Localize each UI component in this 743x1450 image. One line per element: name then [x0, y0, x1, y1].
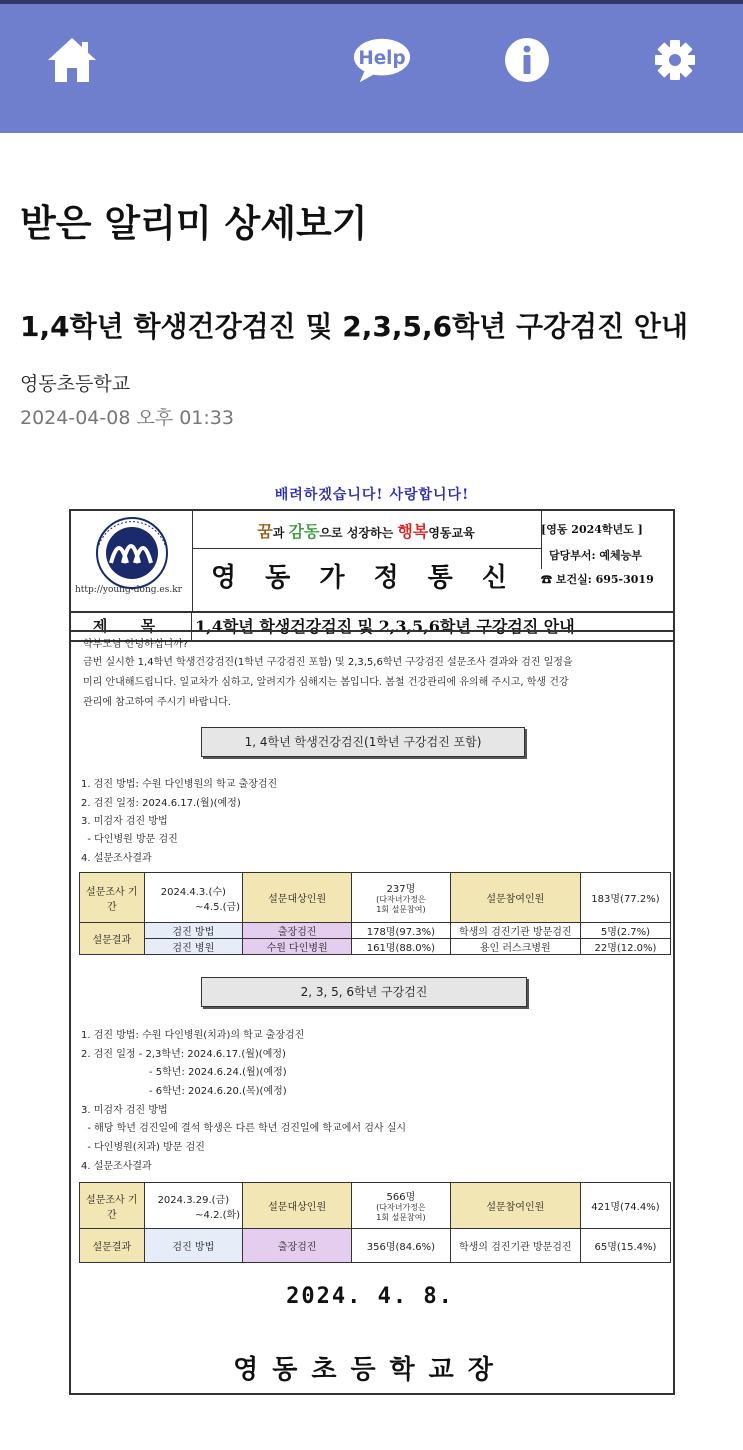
section2-line: 3. 미검자 검진 방법 — [81, 1105, 168, 1116]
table-cell: 학생의 검진기관 방문검진 — [450, 923, 580, 939]
table-cell: 검진 병원 — [144, 939, 243, 955]
table-cell: 22명(12.0%) — [580, 939, 670, 955]
participants-label: 설문참여인원 — [450, 1183, 580, 1229]
target-note: 1회 설문참여) — [376, 905, 426, 914]
table-cell: 178명(97.3%) — [352, 923, 451, 939]
survey-period-label: 설문조사 기간 — [86, 886, 138, 913]
section1-survey-table — [79, 872, 671, 955]
motto-part: 꿈 — [257, 522, 273, 541]
table-cell: 65명(15.4%) — [580, 1229, 670, 1263]
section2-line: - 다인병원(치과) 방문 검진 — [81, 1142, 205, 1153]
participants-value: 183명(77.2%) — [580, 873, 670, 923]
intro-line: 관리에 참고하여 주시기 바랍니다. — [83, 697, 231, 708]
newsletter-name: 영 동 가 정 통 신 — [211, 563, 517, 593]
survey-period-start: 2024.4.3.(수) — [160, 886, 226, 898]
target-label: 설문대상인원 — [243, 1183, 352, 1229]
page-title: 받은 알리미 상세보기 — [20, 202, 368, 245]
intro-line: 미리 안내해드립니다. 일교차가 심하고, 알려지가 심해지는 봄입니다. 봄철 건강관리에 유의해 주시고, 학생 건강 — [83, 677, 569, 688]
section2-line: - 5학년: 2024.6.24.(월)(예정) — [149, 1067, 287, 1078]
home-button[interactable] — [42, 30, 102, 90]
help-icon — [352, 35, 412, 85]
motto-part: 으로 성장하는 — [319, 526, 398, 540]
table-cell: 검진 방법 — [144, 923, 243, 939]
status-strip — [0, 0, 743, 4]
phone: ☎ 보건실: 695-3019 — [541, 573, 654, 586]
section2-line: 1. 검진 방법: 수원 다인병원(치과)의 학교 출장검진 — [81, 1030, 305, 1041]
result-label: 설문결과 — [80, 1229, 145, 1263]
motto-part: 영동교육 — [428, 526, 475, 540]
table-cell: 출장검진 — [243, 1229, 352, 1263]
table-cell: 수원 다인병원 — [243, 939, 352, 955]
notice-sender: 영동초등학교 — [20, 373, 131, 395]
letter-body — [69, 630, 675, 1395]
subject-text: 1,4학년 학생건강검진 및 2,3,5,6학년 구강검진 안내 — [195, 617, 575, 636]
table-cell: 학생의 검진기관 방문검진 — [450, 1229, 580, 1263]
target-count: 237명 — [386, 884, 416, 895]
table-cell: 5명(2.7%) — [580, 923, 670, 939]
year-label: [영동 2024학년도 ] — [541, 523, 643, 536]
section1-line: 3. 미검자 검진 방법 — [81, 816, 168, 827]
survey-period-start: 2024.3.29.(금) — [157, 1194, 230, 1206]
table-cell: 161명(88.0%) — [352, 939, 451, 955]
target-note: (다자녀가정은 — [376, 895, 426, 904]
newsletter-document[interactable] — [67, 484, 677, 1399]
section1-line: 1. 검진 방법: 수원 다인병원의 학교 출장검진 — [81, 779, 278, 790]
greeting: 학부모님 안녕하십니까? — [83, 639, 189, 650]
school-logo — [89, 515, 175, 593]
slogan: 배려하겠습니다! 사랑합니다! — [274, 487, 470, 503]
section1-line: 4. 설문조사결과 — [81, 853, 152, 864]
section2-survey-table — [79, 1182, 671, 1263]
settings-button[interactable] — [645, 30, 705, 90]
survey-period-label: 설문조사 기간 — [86, 1194, 138, 1221]
help-button[interactable] — [352, 30, 412, 90]
target-note: (다자녀가정은 — [376, 1203, 426, 1212]
table-cell: 검진 방법 — [144, 1229, 243, 1263]
subject-label: 제 목 — [71, 613, 192, 640]
intro-line: 금번 실시한 1,4학년 학생건강검진(1학년 구강검진 포함) 및 2,3,5,6학년 구강검진 설문조사 결과와 검진 일정을 — [83, 657, 573, 668]
department: 담당부서: 예체능부 — [549, 549, 642, 562]
help-label: Help — [358, 47, 406, 69]
section1-line: 2. 검진 일정: 2024.6.17.(월)(예정) — [81, 798, 241, 809]
result-label: 설문결과 — [80, 923, 145, 955]
notice-datetime: 2024-04-08 오후 01:33 — [20, 407, 234, 429]
survey-period-end: ~4.2.(화) — [195, 1209, 241, 1221]
target-count: 566명 — [386, 1192, 416, 1203]
target-label: 설문대상인원 — [243, 873, 352, 923]
top-app-bar — [0, 0, 743, 133]
gear-icon — [653, 38, 697, 82]
target-note: 1회 설문참여) — [376, 1213, 426, 1222]
motto — [201, 519, 531, 542]
survey-period-end: ~4.5.(금) — [195, 901, 241, 913]
section1-heading: 1, 4학년 학생건강검진(1학년 구강검진 포함) — [201, 727, 525, 757]
info-button[interactable] — [497, 30, 557, 90]
participants-value: 421명(74.4%) — [580, 1183, 670, 1229]
section2-line: 2. 검진 일정 - 2,3학년: 2024.6.17.(월)(예정) — [81, 1049, 286, 1060]
notice-title: 1,4학년 학생건강검진 및 2,3,5,6학년 구강검진 안내 — [20, 310, 688, 343]
motto-part: 과 — [272, 526, 289, 540]
participants-label: 설문참여인원 — [450, 873, 580, 923]
school-url: http://young-dong.es.kr — [75, 585, 182, 595]
home-icon — [44, 32, 100, 88]
section2-line: - 해당 학년 검진일에 결석 학생은 다른 학년 검진일에 학교에서 검사 실시 — [81, 1123, 407, 1134]
issue-date: 2024. 4. 8. — [286, 1284, 454, 1309]
motto-part: 행복 — [397, 522, 429, 541]
section1-line: - 다인병원 방문 검진 — [81, 834, 178, 845]
info-icon — [503, 36, 551, 84]
motto-part: 감동 — [288, 522, 320, 541]
section2-heading: 2, 3, 5, 6학년 구강검진 — [201, 977, 527, 1007]
table-cell: 356명(84.6%) — [352, 1229, 451, 1263]
principal-signature: 영동초등학교장 — [233, 1355, 507, 1385]
section2-line: - 6학년: 2024.6.20.(목)(예정) — [149, 1086, 287, 1097]
newsletter-header — [69, 509, 675, 613]
section2-line: 4. 설문조사결과 — [81, 1161, 152, 1172]
table-cell: 출장검진 — [243, 923, 352, 939]
table-cell: 용인 러스크병원 — [450, 939, 580, 955]
